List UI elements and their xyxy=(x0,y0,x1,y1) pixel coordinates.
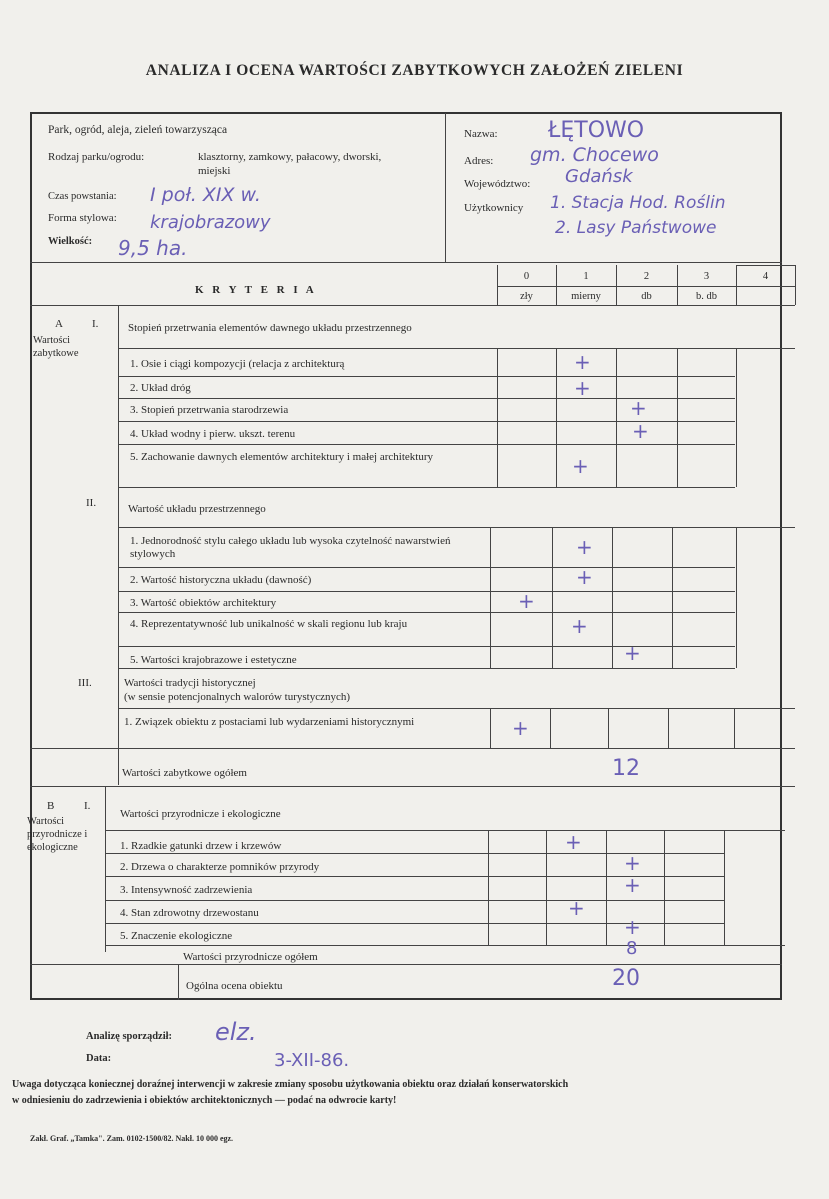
czas-value: I poł. XIX w. xyxy=(150,184,261,206)
row-b-4: 4. Stan zdrowotny drzewostanu xyxy=(120,907,259,919)
czas-label: Czas powstania: xyxy=(48,191,117,202)
header-divider xyxy=(30,262,782,263)
section-a-letter: A xyxy=(55,318,63,330)
row-b-2: 2. Drzewa o charakterze pomników przyrody xyxy=(120,861,320,873)
mark-b-2: + xyxy=(624,851,641,875)
mark-a1-5: + xyxy=(572,454,589,478)
note-line-1: Uwaga dotycząca koniecznej doraźnej interwencji w zakresie zmiany sposobu użytkowania obiektu oraz działań konserwatorskich xyxy=(12,1079,569,1090)
mark-a1-3: + xyxy=(630,396,647,420)
uzytkownicy-1: 1. Stacja Hod. Roślin xyxy=(550,193,726,213)
mark-a2-4: + xyxy=(571,614,588,638)
section-b-letter: B xyxy=(47,800,55,812)
overall-value: 20 xyxy=(612,966,640,991)
mark-a2-2: + xyxy=(576,565,593,589)
score-name-1: mierny xyxy=(571,291,601,302)
section-a-col-line xyxy=(118,305,119,785)
wojewodztwo-label: Województwo: xyxy=(464,178,531,190)
wielkosc-value: 9,5 ha. xyxy=(118,236,188,260)
rodzaj-options: klasztorny, zamkowy, pałacowy, dworski, xyxy=(198,151,382,163)
nazwa-value: ŁĘTOWO xyxy=(548,118,645,143)
section-b-col-line xyxy=(105,786,106,952)
score-0: 0 xyxy=(523,271,530,282)
section-a-total-label: Wartości zabytkowe ogółem xyxy=(122,767,247,779)
criteria-bottom-line xyxy=(30,305,795,306)
mark-b-3: + xyxy=(624,873,641,897)
score-name-2: db xyxy=(641,291,652,302)
row-a1-2: 2. Układ dróg xyxy=(130,382,191,394)
score-2: 2 xyxy=(643,271,650,282)
section-b-total-label: Wartości przyrodnicze ogółem xyxy=(183,951,318,963)
signature: elz. xyxy=(215,1018,257,1046)
row-a1-3: 3. Stopień przetrwania starodrzewia xyxy=(130,404,289,416)
row-a1-1: 1. Osie i ciągi kompozycji (relacja z architekturą xyxy=(130,358,345,370)
criteria-mid-line xyxy=(497,286,795,287)
row-a2-4: 4. Reprezentatywność lub unikalność w skali regionu lub kraju xyxy=(130,618,408,630)
sporzadzil-label: Analizę sporządził: xyxy=(86,1031,173,1042)
score-4: 4 xyxy=(762,271,769,282)
row-a2-3: 3. Wartość obiektów architektury xyxy=(130,597,277,609)
row-b-3: 3. Intensywność zadrzewienia xyxy=(120,884,253,896)
section-b-name: Wartości przyrodnicze i ekologiczne xyxy=(27,816,88,853)
mark-b-4: + xyxy=(568,896,585,920)
row-a3-1: 1. Związek obiektu z postaciami lub wydarzeniami historycznymi xyxy=(124,716,415,728)
section-b-total-value: 8 xyxy=(626,938,638,959)
group-a3-title2: (w sensie potencjonalnych walorów turystycznych) xyxy=(124,691,351,703)
group-a2-roman: II. xyxy=(86,497,97,509)
row-a2-2: 2. Wartość historyczna układu (dawność) xyxy=(130,574,312,586)
wojewodztwo-value: Gdańsk xyxy=(565,166,633,187)
page-title: ANALIZA I OCENA WARTOŚCI ZABYTKOWYCH ZAŁOŻEŃ ZIELENI xyxy=(145,62,684,79)
row-b-1: 1. Rzadkie gatunki drzew i krzewów xyxy=(120,840,282,852)
group-a1-title: Stopień przetrwania elementów dawnego układu przestrzennego xyxy=(128,322,412,334)
row-a2-5: 5. Wartości krajobrazowe i estetyczne xyxy=(130,654,297,666)
wielkosc-label: Wielkość: xyxy=(48,236,93,247)
mark-b-1: + xyxy=(565,830,582,854)
data-label: Data: xyxy=(86,1053,112,1064)
row-a1-4: 4. Układ wodny i pierw. ukszt. terenu xyxy=(130,428,296,440)
adres-value: gm. Chocewo xyxy=(530,144,659,166)
score-name-0: zły xyxy=(520,291,533,302)
group-a3-title: Wartości tradycji historycznej xyxy=(124,677,256,689)
print-info: Zakł. Graf. „Tamka". Zam. 0102-1500/82. Nakł. 10 000 egz. xyxy=(30,1134,234,1143)
row-b-5: 5. Znaczenie ekologiczne xyxy=(120,930,233,942)
mark-a1-2: + xyxy=(574,376,591,400)
forma-value: krajobrazowy xyxy=(150,212,271,233)
mark-a1-4: + xyxy=(632,419,649,443)
section-b-roman: I. xyxy=(84,800,91,812)
mark-a1-1: + xyxy=(574,350,591,374)
rodzaj-label: Rodzaj parku/ogrodu: xyxy=(48,151,145,163)
uzytkownicy-label: Użytkownicy xyxy=(464,202,524,214)
park-type-line: Park, ogród, aleja, zieleń towarzysząca xyxy=(48,124,228,136)
header-vdivider xyxy=(445,113,446,262)
adres-label: Adres: xyxy=(464,155,494,167)
score-3: 3 xyxy=(703,271,710,282)
criteria-label: K R Y T E R I A xyxy=(195,284,317,296)
overall-label: Ogólna ocena obiektu xyxy=(186,980,283,992)
section-b-title: Wartości przyrodnicze i ekologiczne xyxy=(120,808,281,820)
mark-a3-1: + xyxy=(512,716,529,740)
data-value: 3-XII-86. xyxy=(274,1050,350,1071)
rodzaj-options-2: miejski xyxy=(198,165,231,177)
score-name-3: b. db xyxy=(696,291,717,302)
row-a2-1: 1. Jednorodność stylu całego układu lub wysoka czytelność nawarstwień stylowych xyxy=(130,535,451,560)
forma-label: Forma stylowa: xyxy=(48,212,117,224)
group-a1-roman: I. xyxy=(92,318,99,330)
section-a-total-value: 12 xyxy=(612,756,640,781)
mark-a2-3: + xyxy=(518,589,535,613)
row-a1-5: 5. Zachowanie dawnych elementów architektury i małej architektury xyxy=(130,451,433,463)
note-line-2: w odniesieniu do zadrzewienia i obiektów architektonicznych — podać na odwrocie karty! xyxy=(12,1095,397,1106)
score-1: 1 xyxy=(583,271,589,282)
mark-a2-5: + xyxy=(624,641,641,665)
mark-b-5: + xyxy=(624,915,641,939)
uzytkownicy-2: 2. Lasy Państwowe xyxy=(555,218,717,238)
mark-a2-1: + xyxy=(576,535,593,559)
group-a3-roman: III. xyxy=(78,677,92,689)
section-a-name: Wartości zabytkowe xyxy=(33,335,79,359)
nazwa-label: Nazwa: xyxy=(464,128,498,140)
group-a2-title: Wartość układu przestrzennego xyxy=(128,503,266,515)
